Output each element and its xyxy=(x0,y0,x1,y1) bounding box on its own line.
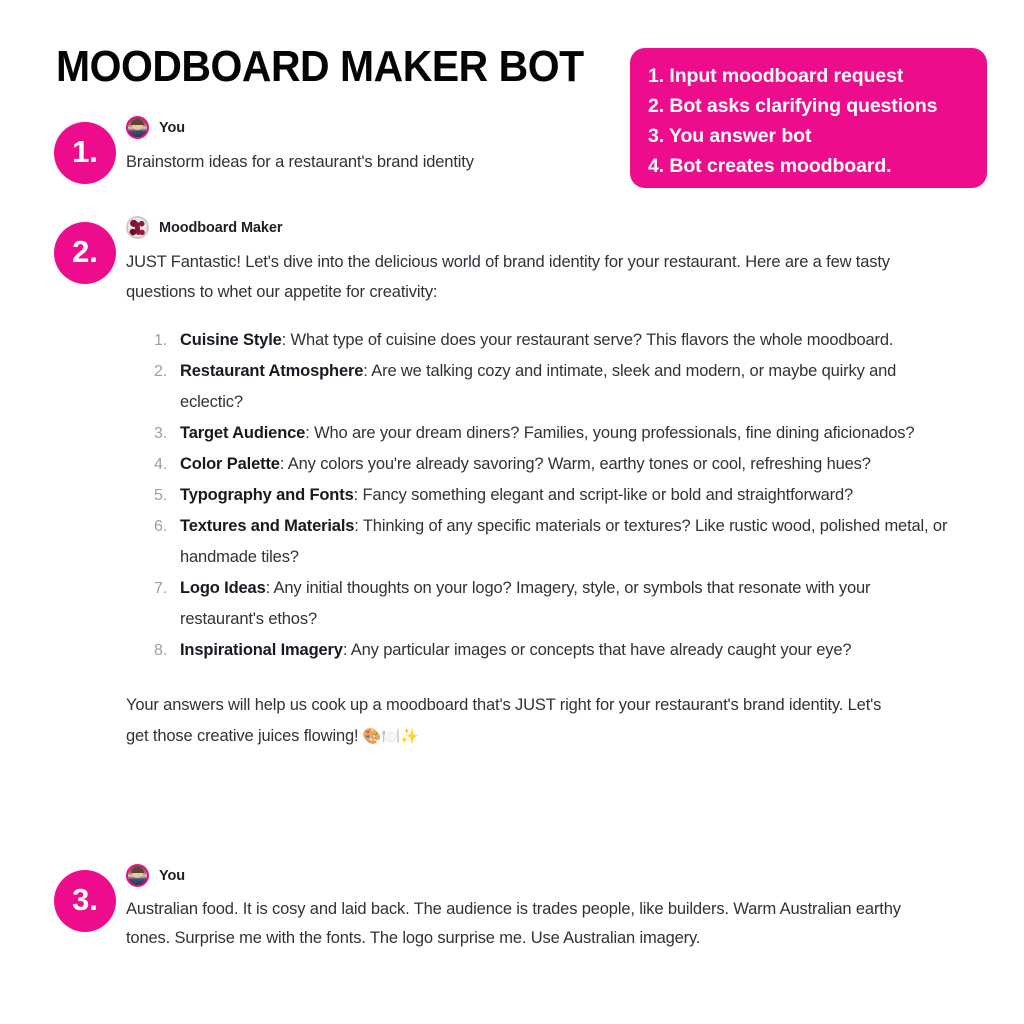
message-2-intro: JUST Fantastic! Let's dive into the delicious world of brand identity for your restaurant. Here are a few tasty questions to whet our appetite for creativity: xyxy=(126,253,890,301)
message-2-sender: Moodboard Maker xyxy=(159,220,283,236)
question-body-1: : What type of cuisine does your restaurant serve? This flavors the whole moodboard. xyxy=(281,331,894,349)
message-3-sender: You xyxy=(159,868,186,884)
message-3-header xyxy=(126,866,966,892)
callout-step-3: 3. You answer bot xyxy=(648,125,812,147)
question-label-2: Restaurant Atmosphere xyxy=(180,362,364,380)
step-badge-1: 1. xyxy=(54,122,116,184)
question-body-2: : Are we talking cozy and intimate, sleek and modern, or maybe quirky and eclectic? xyxy=(180,362,897,411)
bot-avatar-icon xyxy=(126,216,149,239)
question-label-7: Logo Ideas xyxy=(180,579,266,597)
step-badge-3: 3. xyxy=(54,870,116,932)
question-label-1: Cuisine Style xyxy=(180,331,282,349)
question-body-8: : Any particular images or concepts that have already caught your eye? xyxy=(342,641,852,659)
callout-step-2: 2. Bot asks clarifying questions xyxy=(648,95,938,117)
user-avatar-icon xyxy=(126,116,149,139)
message-1-text: Brainstorm ideas for a restaurant's brand identity xyxy=(126,153,474,171)
question-item-2 xyxy=(154,356,954,418)
question-item-5 xyxy=(154,480,954,511)
question-item-3 xyxy=(154,418,954,449)
message-2-closing xyxy=(126,690,886,752)
question-item-8 xyxy=(154,635,954,666)
question-item-6 xyxy=(154,511,954,573)
message-2-body xyxy=(126,218,966,752)
page-title: MOODBOARD MAKER BOT xyxy=(56,42,584,91)
user-avatar-icon xyxy=(126,864,149,887)
question-body-4: : Any colors you're already savoring? Warm, earthy tones or cool, refreshing hues? xyxy=(279,455,871,473)
message-3-body xyxy=(126,866,966,953)
callout-step-1: 1. Input moodboard request xyxy=(648,65,904,87)
callout-step-4: 4. Bot creates moodboard. xyxy=(648,155,892,177)
question-label-5: Typography and Fonts xyxy=(180,486,354,504)
message-2-header xyxy=(126,218,966,244)
question-item-7 xyxy=(154,573,954,635)
question-body-6: : Thinking of any specific materials or textures? Like rustic wood, polished metal, or handmade tiles? xyxy=(180,517,948,566)
question-body-7: : Any initial thoughts on your logo? Imagery, style, or symbols that resonate with your restaurant's ethos? xyxy=(180,579,871,628)
message-3-text: Australian food. It is cosy and laid back. The audience is trades people, like builders. Warm Australian earthy tones. Surprise me with the fonts. The logo surprise me. Use Australian imagery. xyxy=(126,900,901,947)
question-body-3: : Who are your dream diners? Families, young professionals, fine dining aficionados? xyxy=(305,424,915,442)
step-badge-2: 2. xyxy=(54,222,116,284)
question-body-5: : Fancy something elegant and script-like or bold and straightforward? xyxy=(353,486,854,504)
question-item-1 xyxy=(154,325,954,356)
question-label-3: Target Audience xyxy=(180,424,306,442)
question-item-4 xyxy=(154,449,954,480)
question-label-6: Textures and Materials xyxy=(180,517,355,535)
closing-emoji: 🎨🍽️✨ xyxy=(362,727,419,745)
clarifying-question-list xyxy=(126,325,966,666)
message-1-sender: You xyxy=(159,120,186,136)
question-label-8: Inspirational Imagery xyxy=(180,641,343,659)
closing-sentence: Your answers will help us cook up a moodboard that's JUST right for your restaurant's brand identity. Let's get those creative juices flowing! xyxy=(126,696,882,745)
message-1-header xyxy=(126,118,966,144)
question-label-4: Color Palette xyxy=(180,455,280,473)
message-1-body xyxy=(126,118,966,177)
